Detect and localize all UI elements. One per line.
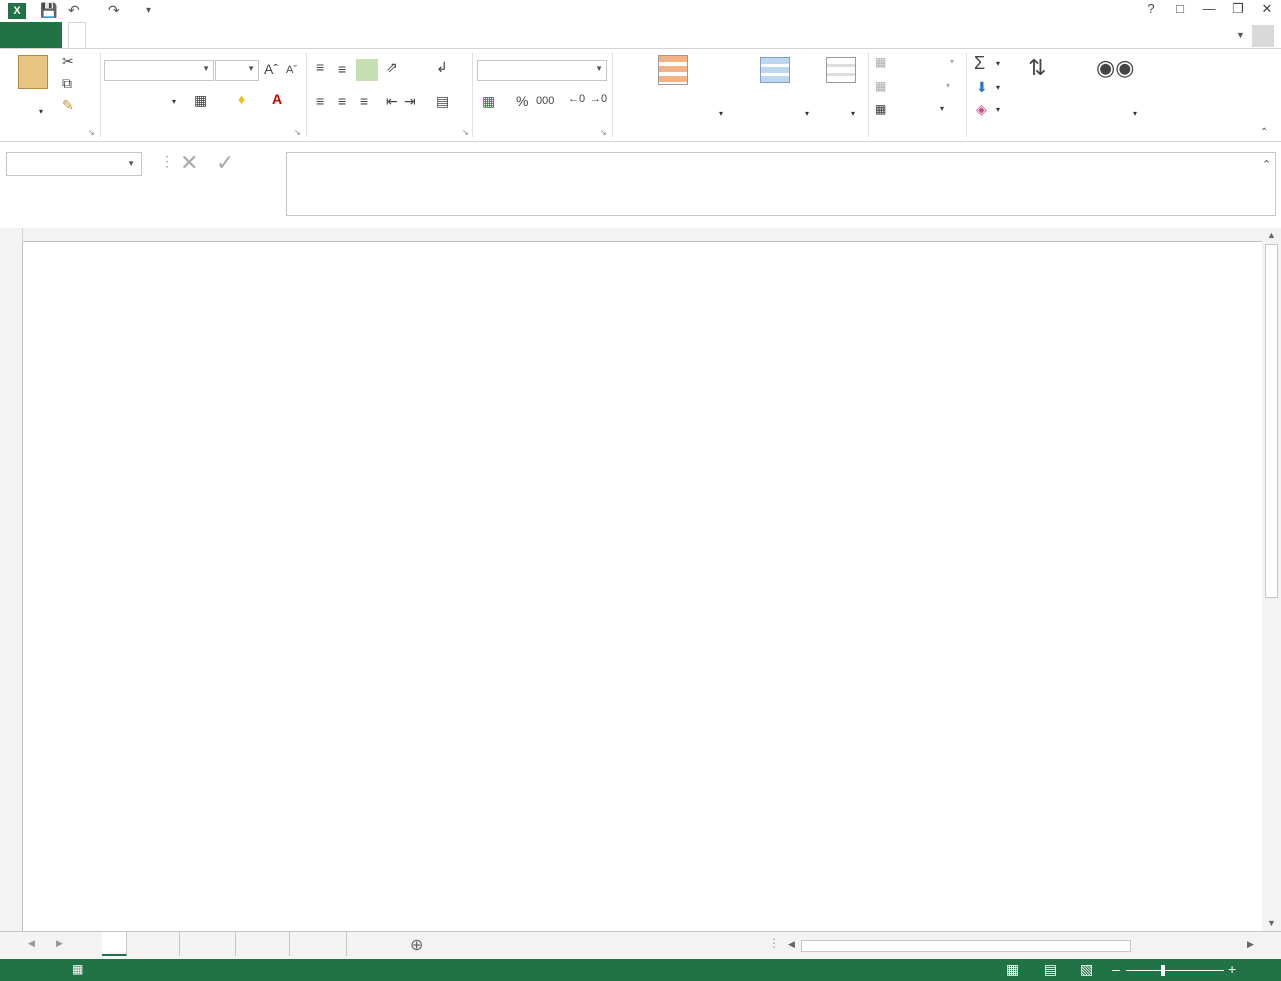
chevron-down-icon: ▾ [946, 81, 951, 90]
underline-dropdown-icon[interactable]: ▾ [172, 97, 177, 106]
redo-icon[interactable]: ↷ [108, 2, 120, 18]
align-center-icon[interactable]: ≡ [338, 93, 347, 109]
scroll-up-icon[interactable]: ▲ [1267, 230, 1276, 240]
sheet-tab-cn22[interactable] [322, 932, 347, 956]
chevron-down-icon: ▾ [805, 109, 810, 118]
alignment-launcher-icon[interactable]: ↘ [462, 128, 469, 137]
font-color-icon[interactable]: A [272, 91, 283, 107]
macro-record-icon[interactable]: ▦ [72, 962, 84, 976]
decrease-indent-icon[interactable]: ⇤ [386, 93, 398, 109]
horizontal-scrollbar[interactable] [785, 938, 1260, 954]
chevron-down-icon: ▾ [851, 109, 856, 118]
formula-bar-grip-icon: ⋮ [160, 153, 174, 169]
align-left-icon[interactable]: ≡ [316, 93, 325, 109]
font-launcher-icon[interactable]: ↘ [294, 128, 301, 137]
minimize-icon[interactable]: — [1202, 1, 1216, 16]
enter-icon[interactable]: ✓ [216, 150, 235, 175]
cut-icon[interactable]: ✂ [62, 53, 74, 69]
row-headers [0, 242, 23, 931]
chevron-down-icon: ▾ [996, 105, 1001, 114]
tab-home[interactable] [68, 22, 86, 49]
tab-split-icon[interactable]: ⋮ [768, 936, 780, 950]
formula-input[interactable] [286, 152, 1276, 216]
user-dropdown-icon[interactable]: ▼ [1236, 30, 1245, 40]
zoom-in-icon[interactable]: + [1228, 961, 1237, 977]
excel-logo-icon: X [8, 3, 26, 19]
increase-indent-icon[interactable]: ⇥ [404, 93, 416, 109]
delete-cells-icon[interactable]: ▦ [875, 79, 887, 93]
binoculars-icon[interactable]: ◉◉ [1096, 55, 1135, 80]
borders-icon[interactable]: ▦ [194, 92, 208, 108]
name-box[interactable] [6, 152, 142, 176]
status-bar [0, 959, 1281, 981]
sheet-tab-cp71[interactable] [211, 932, 236, 956]
close-icon[interactable]: ✕ [1261, 1, 1273, 16]
number-format-combo[interactable] [477, 60, 607, 81]
cancel-icon[interactable]: ✕ [180, 150, 199, 175]
ribbon-home [0, 48, 1281, 142]
chevron-down-icon: ▾ [1133, 109, 1138, 118]
align-right-icon[interactable]: ≡ [360, 93, 369, 109]
select-all-corner[interactable] [0, 228, 23, 242]
wrap-text-icon[interactable]: ↲ [436, 59, 448, 75]
horizontal-scroll-thumb[interactable] [801, 940, 1131, 952]
clipboard-launcher-icon[interactable]: ↘ [88, 128, 95, 137]
percent-icon[interactable]: % [516, 93, 529, 109]
sort-filter-icon[interactable]: ⇅ [1028, 55, 1047, 80]
zoom-out-icon[interactable]: – [1112, 961, 1120, 977]
page-break-view-icon[interactable]: ▧ [1080, 961, 1094, 977]
decrease-decimal-icon[interactable]: →0 [590, 93, 608, 105]
currency-icon[interactable]: ▦ [482, 93, 496, 109]
chevron-down-icon: ▼ [247, 64, 255, 73]
scroll-left-icon[interactable]: ◀ [788, 939, 795, 949]
title-bar [0, 0, 1281, 22]
sheet-tab-label[interactable] [265, 932, 290, 956]
format-cells-icon[interactable]: ▦ [875, 102, 887, 116]
next-sheet-icon[interactable]: ▶ [56, 938, 63, 948]
clear-icon[interactable]: ◈ [976, 101, 987, 117]
chevron-down-icon: ▾ [996, 83, 1001, 92]
grow-font-icon[interactable]: Aˆ [264, 61, 278, 77]
collapse-formula-bar-icon[interactable]: ⌃ [1262, 159, 1272, 171]
chevron-down-icon: ▾ [940, 104, 945, 113]
fill-icon[interactable]: ⬇ [976, 79, 988, 95]
restore-icon[interactable]: ❐ [1232, 1, 1244, 16]
chevron-down-icon: ▼ [595, 64, 603, 73]
undo-icon[interactable]: ↶ [68, 2, 80, 18]
align-bottom-icon[interactable] [356, 59, 378, 81]
tab-file[interactable] [0, 22, 62, 48]
chevron-down-icon: ▾ [719, 109, 724, 118]
customize-qat-icon[interactable]: ▾ [146, 5, 152, 16]
copy-icon[interactable]: ⧉ [62, 75, 72, 91]
font-size-combo[interactable] [215, 60, 259, 81]
conditional-formatting-icon[interactable] [658, 55, 688, 85]
merge-center-icon[interactable]: ▤ [436, 93, 450, 109]
vertical-scrollbar[interactable] [1262, 228, 1281, 932]
collapse-ribbon-icon[interactable]: ⌃ [1260, 127, 1269, 138]
chevron-down-icon: ▾ [996, 59, 1001, 68]
fill-color-icon[interactable]: ♦ [238, 91, 246, 107]
normal-view-icon[interactable]: ▦ [1006, 961, 1020, 977]
save-icon[interactable]: 💾 [40, 2, 58, 18]
increase-decimal-icon[interactable]: ←0 [568, 93, 586, 105]
sheet-tab-cn23[interactable] [155, 932, 180, 956]
zoom-slider-thumb[interactable] [1161, 965, 1165, 976]
prev-sheet-icon[interactable]: ◀ [28, 938, 35, 948]
new-sheet-icon[interactable]: ⊕ [410, 937, 424, 954]
align-top-icon[interactable]: ≡ [316, 59, 325, 75]
worksheet-grid[interactable] [23, 242, 1262, 931]
shrink-font-icon[interactable]: Aˇ [286, 64, 297, 76]
column-headers [0, 228, 1262, 242]
scroll-down-icon[interactable]: ▼ [1267, 918, 1276, 928]
chevron-down-icon: ▼ [202, 64, 210, 73]
scroll-right-icon[interactable]: ▶ [1247, 939, 1254, 949]
paste-icon[interactable] [18, 55, 48, 89]
font-name-combo[interactable] [104, 60, 214, 81]
help-icon[interactable]: ? [1147, 1, 1155, 16]
cell-styles-icon[interactable] [826, 57, 856, 83]
ribbon-display-icon[interactable]: □ [1176, 1, 1184, 16]
ribbon-tabs [0, 22, 1281, 48]
insert-cells-icon[interactable]: ▦ [875, 55, 887, 69]
vertical-scroll-thumb[interactable] [1265, 244, 1278, 598]
format-painter-icon[interactable]: ✎ [62, 97, 74, 113]
format-as-table-icon[interactable] [760, 57, 790, 83]
orientation-icon[interactable]: ⇗ [386, 59, 398, 75]
align-middle-icon[interactable]: ≡ [338, 61, 347, 77]
autosum-icon[interactable]: Σ [974, 53, 986, 73]
chevron-down-icon: ▾ [950, 57, 955, 66]
paste-dropdown-icon[interactable]: ▾ [39, 107, 44, 116]
thousands-icon[interactable]: 000 [536, 95, 555, 107]
sheet-tab-data[interactable] [102, 932, 127, 956]
number-launcher-icon[interactable]: ↘ [600, 128, 607, 137]
page-layout-view-icon[interactable]: ▤ [1044, 961, 1058, 977]
chevron-down-icon: ▼ [127, 159, 135, 168]
zoom-slider[interactable] [1126, 970, 1224, 971]
avatar[interactable] [1252, 25, 1274, 47]
